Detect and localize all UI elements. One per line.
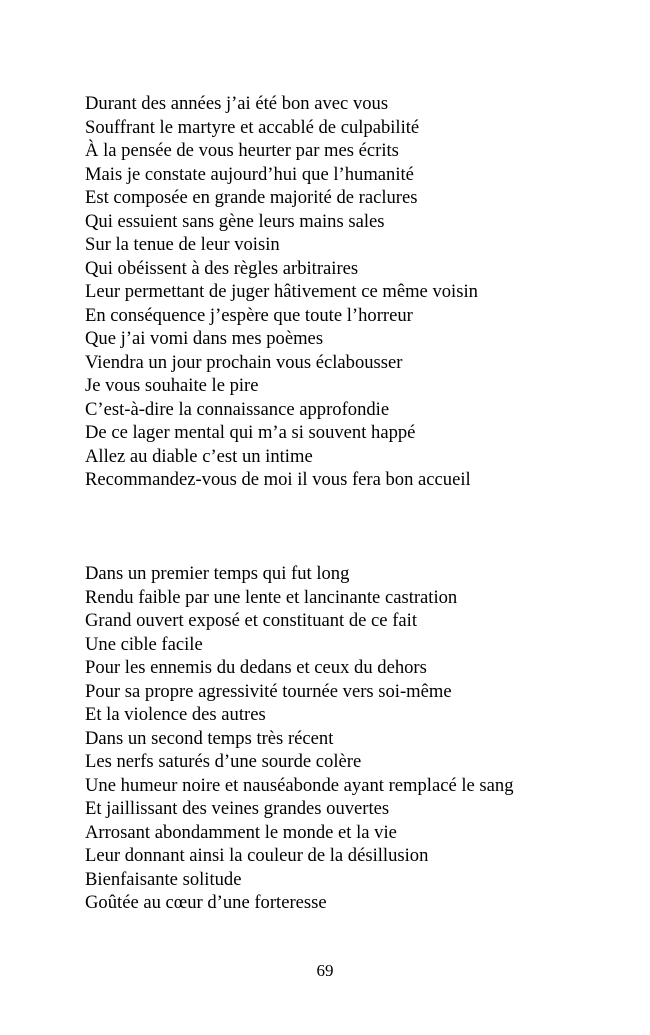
poem-line: Est composée en grande majorité de raclures [85,187,418,208]
poem-line: En conséquence j’espère que toute l’horreur [85,304,413,326]
poem-line: Grand ouvert exposé et constituant de ce fait [85,610,417,631]
poem-line: Qui obéissent à des règles arbitraires [85,257,359,279]
poem-line: Et la violence des autres [85,704,266,725]
poem-line: Dans un second temps très récent [85,727,334,749]
poem-line: Souffrant le martyre et accablé de culpabilité [85,116,420,138]
poem-line: Qui essuient sans gène leurs mains sales [85,210,385,232]
poem-line: Dans un premier temps qui fut long [85,563,350,584]
poem-line: Allez au diable c’est un intime [85,445,313,467]
poem-line: Pour les ennemis du dedans et ceux du dehors [85,657,427,678]
poem-line: C’est-à-dire la connaissance approfondie [85,398,390,420]
poem-line: Durant des années j’ai été bon avec vous [85,93,389,114]
poem-line: Mais je constate aujourd’hui que l’humanité [85,163,414,185]
poem-line: Leur donnant ainsi la couleur de la désillusion [85,845,429,866]
poem-line: De ce lager mental qui m’a si souvent happé [85,422,416,443]
poem-line: Rendu faible par une lente et lancinante castration [85,586,458,608]
poem-line: Goûtée au cœur d’une forteresse [85,892,327,913]
poem-line: Pour sa propre agressivité tournée vers soi-même [85,680,452,702]
poem-line: Je vous souhaite le pire [85,375,259,396]
poem-stanza-1 [85,92,625,492]
poem-line: Sur la tenue de leur voisin [85,234,280,255]
poem-line: Arrosant abondamment le monde et la vie [85,821,397,843]
page-number: 69 [316,961,334,980]
poem-line: Viendra un jour prochain vous éclabousser [85,351,403,373]
poem-line: Une humeur noire et nauséabonde ayant remplacé le sang [85,774,514,796]
poem-line: Bienfaisante solitude [85,868,242,890]
poem-line: Et jaillissant des veines grandes ouvertes [85,798,390,819]
poem-line: À la pensée de vous heurter par mes écrits [85,140,399,161]
poem-line: Leur permettant de juger hâtivement ce même voisin [85,281,478,302]
poem-stanza-2 [85,562,625,915]
poem-line: Une cible facile [85,633,203,655]
poem-line: Recommandez-vous de moi il vous fera bon accueil [85,469,471,490]
poem-line: Que j’ai vomi dans mes poèmes [85,328,324,349]
poem-line: Les nerfs saturés d’une sourde colère [85,751,362,772]
